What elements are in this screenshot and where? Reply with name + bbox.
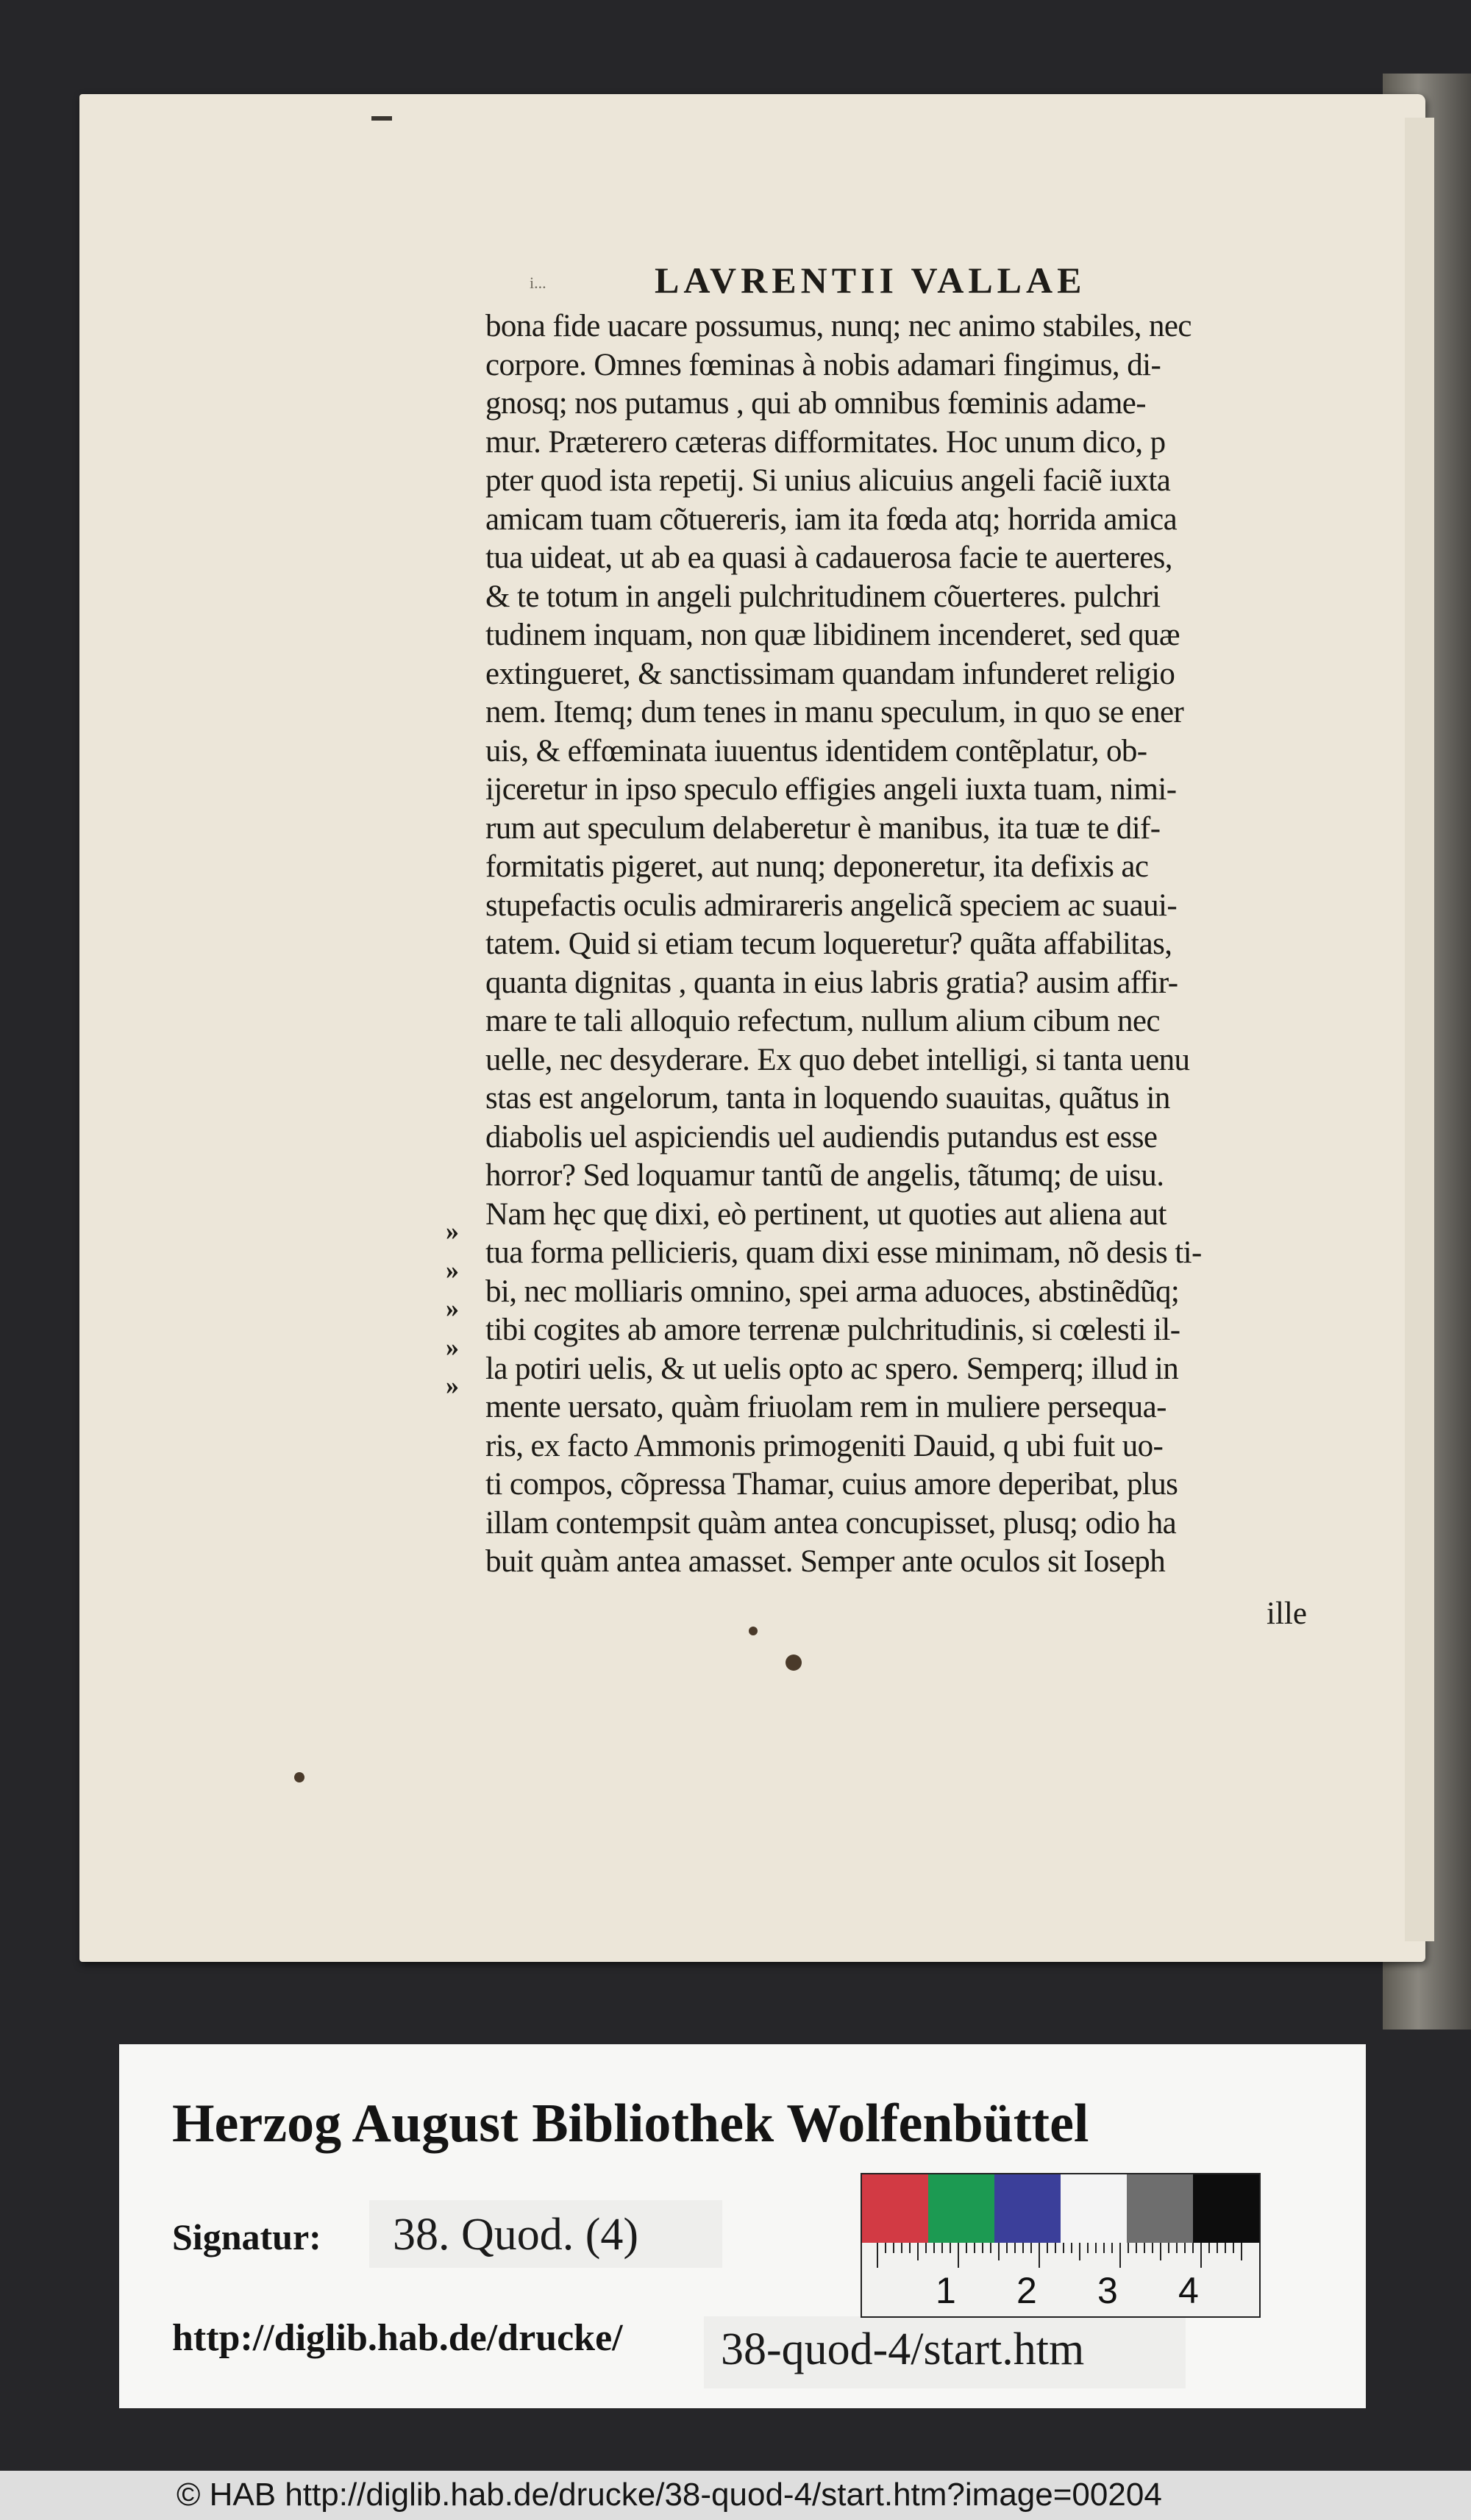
ruler-tick (1217, 2243, 1218, 2253)
ruler-tick (1128, 2243, 1129, 2253)
ruler-tick (1063, 2243, 1064, 2253)
ruler-tick (1071, 2243, 1072, 2253)
ruler-tick (1006, 2243, 1008, 2253)
text-block (485, 307, 1324, 1582)
text-line: nem. Itemq; dum tenes in manu speculum, in quo se ener (485, 695, 1184, 729)
text-line: stas est angelorum, tanta in loquendo suauitas, quãtus in (485, 1081, 1170, 1116)
text-line: mur. Præterero cæteras difformitates. Hoc unum dico, p (485, 424, 1166, 460)
ruler-tick (901, 2243, 902, 2253)
ruler-tick (933, 2243, 935, 2253)
page-spot (786, 1655, 802, 1671)
library-label-card (119, 2044, 1366, 2408)
text-line: tibi cogites ab amore terrenæ pulchritudinis, si cœlesti il- (485, 1313, 1180, 1347)
ruler-tick (950, 2243, 951, 2253)
text-line: horror? Sed loquamur tantũ de angelis, tãtumq; de uisu. (485, 1158, 1164, 1193)
text-line: buit quàm antea amasset. Semper ante oculos sit Ioseph (485, 1544, 1166, 1579)
text-line: tua uideat, ut ab ea quasi à cadauerosa facie te auerteres, (485, 540, 1172, 575)
ruler-tick (1176, 2243, 1178, 2253)
ruler-tick (885, 2243, 886, 2253)
color-swatch (928, 2174, 994, 2244)
library-name: Herzog August Bibliothek Wolfenbüttel (172, 2094, 1089, 2154)
ruler-tick (1022, 2243, 1024, 2253)
ruler-tick (1233, 2243, 1234, 2253)
ruler-number: 2 (1016, 2270, 1037, 2311)
ruler-tick (1111, 2243, 1113, 2253)
ruler-tick (1152, 2243, 1153, 2253)
margin-mark: » (446, 1254, 459, 1285)
ruler-tick (1047, 2243, 1048, 2253)
text-line: tudinem inquam, non quæ libidinem incenderet, sed quæ (485, 618, 1180, 652)
text-line: & te totum in angeli pulchritudinem cõuerteres. pulchri (485, 579, 1161, 614)
text-line: pter quod ista repetij. Si unius alicuius angeli faciẽ iuxta (485, 463, 1171, 498)
text-line: quanta dignitas , quanta in eius labris gratia? ausim affir- (485, 965, 1178, 1000)
ruler-tick (1055, 2243, 1056, 2253)
text-line: mente uersato, quàm friuolam rem in muliere persequa- (485, 1390, 1167, 1424)
text-line: diabolis uel aspiciendis uel audiendis putandus est esse (485, 1119, 1158, 1154)
running-head: LAVRENTII VALLAE (655, 260, 1086, 301)
scale-ruler (861, 2243, 1261, 2318)
ruler-tick (990, 2243, 991, 2253)
color-swatch (1061, 2174, 1127, 2244)
text-line: uis, & effœminata iuuentus identidem contẽplatur, ob- (485, 733, 1147, 768)
footer-text: © HAB http://diglib.hab.de/drucke/38-quod-4/start.htm?image=00204 (177, 2477, 1162, 2513)
ruler-tick (1136, 2243, 1137, 2253)
ruler-tick (1168, 2243, 1169, 2253)
color-calibration-bar (861, 2173, 1261, 2246)
ruler-number: 1 (936, 2270, 956, 2311)
ruler-tick (893, 2243, 894, 2253)
ruler-tick (1119, 2243, 1121, 2268)
margin-mark: » (446, 1332, 459, 1362)
url-value: 38-quod-4/start.htm (721, 2324, 1085, 2374)
ruler-tick (958, 2243, 959, 2268)
page-spot (749, 1627, 758, 1635)
head-mark: i... (530, 274, 546, 292)
page-spot (294, 1772, 304, 1782)
margin-marks (446, 1212, 475, 1405)
ruler-tick (909, 2243, 911, 2253)
signatur-label: Signatur: (172, 2216, 321, 2257)
ruler-number: 3 (1097, 2270, 1118, 2311)
ruler-tick (1160, 2243, 1161, 2260)
color-swatch (994, 2174, 1061, 2244)
text-line: extingueret, & sanctissimam quandam infunderet religio (485, 656, 1175, 691)
ruler-tick (1095, 2243, 1097, 2253)
color-swatch (1193, 2174, 1259, 2244)
signatur-value: 38. Quod. (4) (393, 2210, 639, 2260)
margin-mark: » (446, 1216, 459, 1246)
text-line: bi, nec molliaris omnino, spei arma aduoces, abstinẽdũq; (485, 1274, 1180, 1309)
ruler-tick (877, 2243, 878, 2268)
margin-mark: » (446, 1293, 459, 1323)
page-edge (1405, 118, 1434, 1941)
text-line: tua forma pellicieris, quam dixi esse minimam, nõ desis ti- (485, 1235, 1202, 1270)
ruler-tick (1208, 2243, 1210, 2253)
color-swatch (1127, 2174, 1193, 2244)
ruler-tick (1030, 2243, 1032, 2253)
text-line: la potiri uelis, & ut uelis opto ac spero. Semperq; illud in (485, 1351, 1179, 1386)
ruler-tick (925, 2243, 927, 2253)
text-line: corpore. Omnes fœminas à nobis adamari fingimus, di- (485, 347, 1161, 382)
ruler-tick (917, 2243, 919, 2260)
ruler-tick (1184, 2243, 1186, 2253)
footer-bar (0, 2471, 1471, 2520)
text-line: tatem. Quid si etiam tecum loqueretur? quãta affabilitas, (485, 927, 1172, 961)
ruler-tick (1241, 2243, 1242, 2260)
ruler-tick (1200, 2243, 1202, 2268)
ruler-tick (966, 2243, 967, 2253)
ruler-tick (982, 2243, 983, 2253)
ruler-tick (1144, 2243, 1145, 2253)
text-line: rum aut speculum delaberetur è manibus, ita tuæ te dif- (485, 810, 1161, 846)
ruler-tick (1014, 2243, 1016, 2253)
text-line: ti compos, cõpressa Thamar, cuius amore deperibat, plus (485, 1467, 1178, 1502)
text-line: formitatis pigeret, aut nunq; deponeretur, ita defixis ac (485, 849, 1149, 884)
text-line: amicam tuam cõtuereris, iam ita fœda atq; horrida amica (485, 501, 1178, 537)
text-line: ijceretur in ipso speculo effigies angeli iuxta tuam, nimi- (485, 772, 1177, 807)
ruler-tick (998, 2243, 1000, 2260)
text-line: illam contempsit quàm antea concupisset, plusq; odio ha (485, 1505, 1177, 1541)
text-line: ris, ex facto Ammonis primogeniti Dauid, q ubi fuit uo- (485, 1428, 1164, 1463)
ruler-tick (941, 2243, 943, 2253)
ruler-tick (1103, 2243, 1105, 2253)
ruler-tick (1225, 2243, 1226, 2253)
ruler-number: 4 (1178, 2270, 1199, 2311)
catchword: ille (1267, 1596, 1307, 1631)
text-line: uelle, nec desyderare. Ex quo debet intelligi, si tanta uenu (485, 1042, 1190, 1077)
ruler-tick (1087, 2243, 1089, 2253)
text-line: stupefactis oculis admirareris angelicã speciem ac suaui- (485, 888, 1178, 923)
text-line: bona fide uacare possumus, nunq; nec animo stabiles, nec (485, 309, 1192, 343)
ruler-tick (1039, 2243, 1040, 2268)
ruler-tick (1079, 2243, 1080, 2260)
url-label: http://diglib.hab.de/drucke/ (172, 2317, 623, 2359)
text-line: Nam hęc quę dixi, eò pertinent, ut quoties aut aliena aut (485, 1196, 1167, 1232)
text-line: mare te tali alloquio refectum, nullum alium cibum nec (485, 1004, 1160, 1038)
color-swatch (862, 2174, 928, 2244)
ruler-tick (974, 2243, 975, 2253)
margin-mark: » (446, 1371, 459, 1400)
page-tick-mark (371, 116, 392, 121)
text-line: gnosq; nos putamus , qui ab omnibus fœminis adame- (485, 386, 1147, 421)
ruler-tick (1192, 2243, 1194, 2253)
